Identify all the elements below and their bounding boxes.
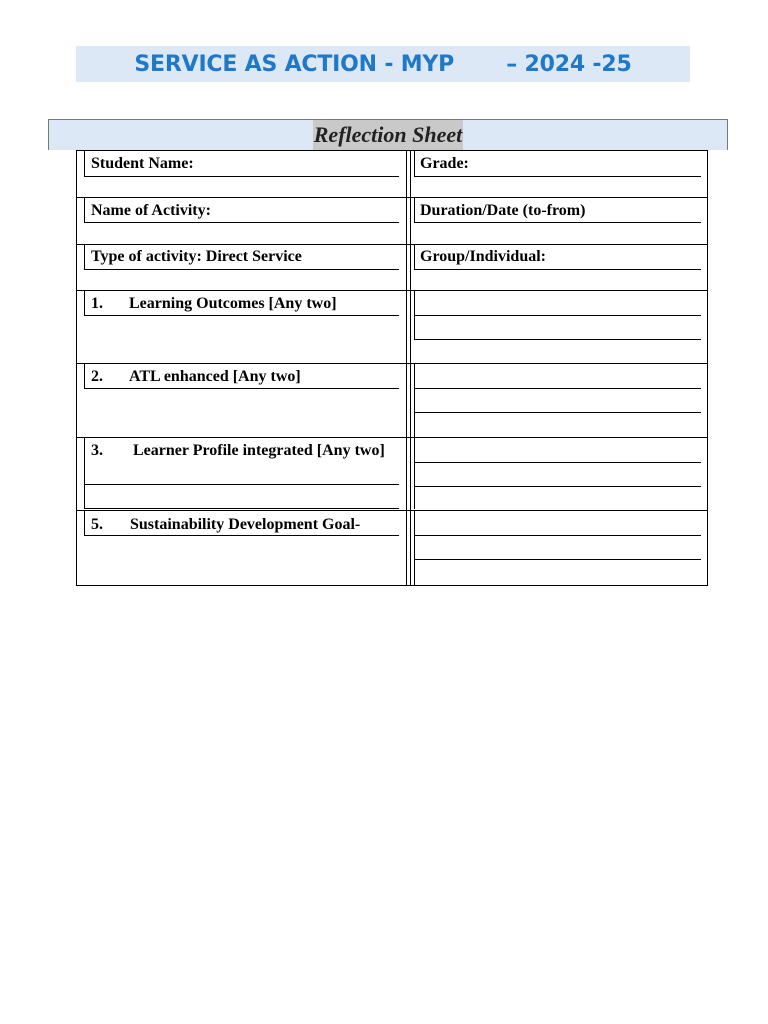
row-divider	[76, 363, 708, 364]
learner-profile-label	[91, 441, 391, 461]
sheet-subtitle: Reflection Sheet	[313, 120, 463, 150]
field-border	[84, 364, 85, 389]
field-underline	[84, 269, 399, 270]
column-divider	[406, 151, 407, 586]
subtitle-banner	[48, 119, 728, 150]
title-banner	[76, 46, 690, 82]
row-divider	[76, 244, 708, 245]
field-border	[84, 291, 85, 316]
section-label: Sustainability Development Goal-	[130, 516, 361, 533]
atl-enhanced-label	[91, 367, 301, 387]
field-underline	[84, 388, 399, 389]
column-divider-inner	[410, 151, 411, 586]
field-underline	[414, 269, 701, 270]
field-border	[414, 151, 415, 176]
field-border	[414, 198, 415, 223]
field-border	[414, 364, 415, 437]
field-border	[414, 245, 415, 269]
field-underline	[414, 339, 701, 340]
field-underline	[414, 486, 701, 487]
sdg-label	[91, 515, 360, 535]
row-divider	[76, 510, 708, 511]
section-label: ATL enhanced [Any two]	[129, 368, 301, 385]
field-underline	[414, 315, 701, 316]
field-border	[84, 198, 85, 223]
field-border	[414, 438, 415, 509]
field-border	[84, 245, 85, 269]
section-number: 5.	[91, 516, 103, 533]
field-underline	[414, 559, 701, 560]
field-underline	[84, 176, 399, 177]
row-divider	[76, 437, 708, 438]
row-divider	[76, 290, 708, 291]
section-number: 3.	[91, 442, 103, 459]
group-individual-label: Group/Individual:	[420, 248, 546, 265]
duration-label: Duration/Date (to-from)	[420, 202, 586, 219]
field-underline	[414, 388, 701, 389]
activity-name-label: Name of Activity:	[91, 202, 211, 219]
section-label: Learner Profile integrated [Any two]	[133, 442, 385, 459]
field-underline	[84, 535, 399, 536]
section-label: Learning Outcomes [Any two]	[129, 295, 337, 312]
field-border	[84, 511, 85, 536]
field-underline	[414, 412, 701, 413]
student-name-label: Student Name:	[91, 155, 194, 172]
page-title: SERVICE AS ACTION - MYP – 2024 -25	[134, 51, 632, 77]
field-underline	[414, 535, 701, 536]
learning-outcomes-label	[91, 294, 337, 314]
field-border	[84, 438, 85, 509]
field-underline	[414, 176, 701, 177]
field-underline	[84, 222, 399, 223]
field-underline	[84, 508, 399, 509]
field-border	[84, 151, 85, 176]
section-number: 1.	[91, 295, 103, 312]
row-divider	[76, 197, 708, 198]
grade-label: Grade:	[420, 155, 469, 172]
activity-type-label: Type of activity: Direct Service	[91, 248, 302, 265]
field-underline	[84, 315, 399, 316]
field-underline	[414, 462, 701, 463]
field-underline	[84, 484, 399, 485]
field-border	[414, 511, 415, 585]
field-underline	[414, 222, 701, 223]
section-number: 2.	[91, 368, 103, 385]
